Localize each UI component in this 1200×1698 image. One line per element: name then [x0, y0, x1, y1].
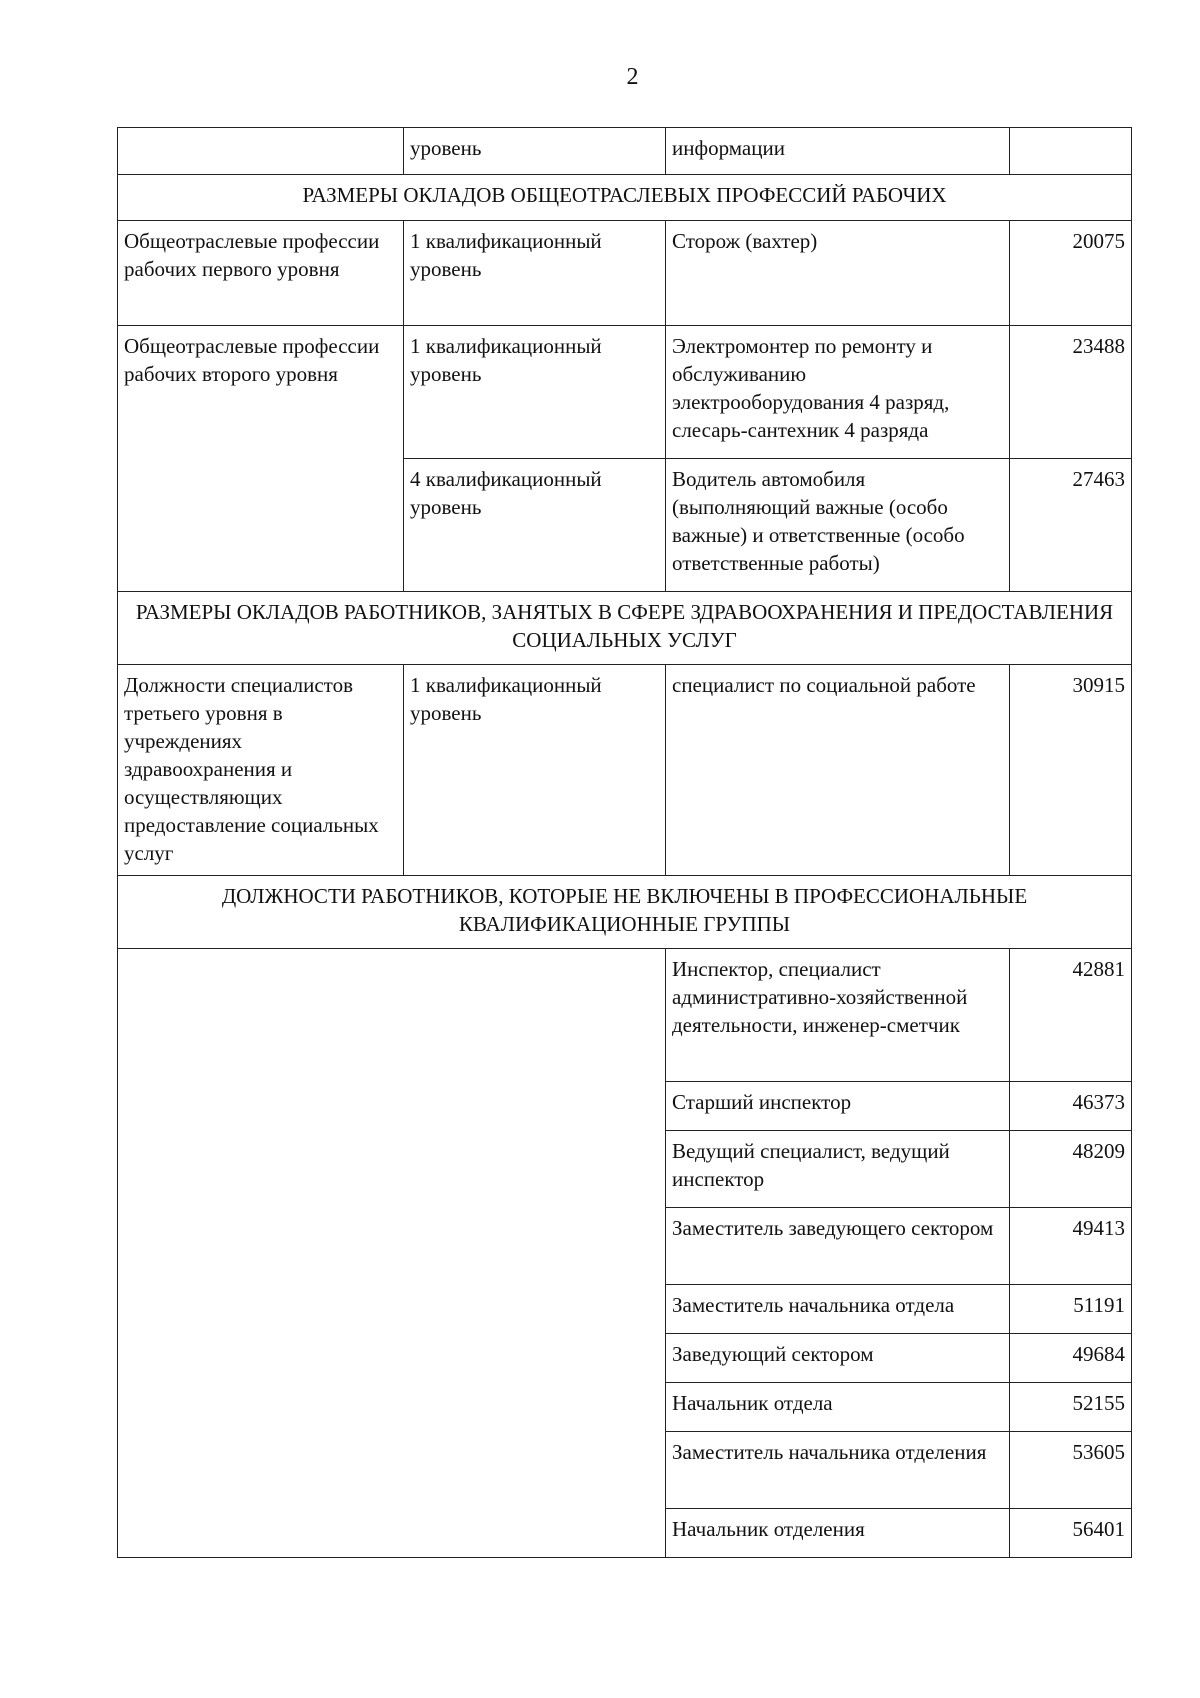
salary-cell: 46373	[1010, 1082, 1132, 1131]
salary-table	[117, 127, 1132, 1558]
position-cell: Заведующий сектором	[666, 1334, 1010, 1383]
section-header-row	[118, 876, 1132, 949]
page-number: 2	[626, 64, 639, 90]
salary-cell	[1010, 128, 1132, 175]
salary-cell: 56401	[1010, 1509, 1132, 1558]
section-title-healthcare: РАЗМЕРЫ ОКЛАДОВ РАБОТНИКОВ, ЗАНЯТЫХ В СФЕРЕ ЗДРАВООХРАНЕНИЯ И ПРЕДОСТАВЛЕНИЯ СОЦИАЛЬНЫХ УСЛУГ	[118, 592, 1132, 665]
salary-cell: 20075	[1010, 221, 1132, 326]
salary-cell: 30915	[1010, 665, 1132, 876]
level-cell: уровень	[404, 128, 666, 175]
salary-cell: 52155	[1010, 1383, 1132, 1432]
position-cell: Водитель автомобиля (выполняющий важные (особо важные) и ответственные (особо ответственные работы)	[666, 459, 1010, 592]
salary-cell: 51191	[1010, 1285, 1132, 1334]
position-cell: Заместитель начальника отделения	[666, 1432, 1010, 1509]
level-cell: 4 квалификационный уровень	[404, 459, 666, 592]
position-cell: информации	[666, 128, 1010, 175]
position-cell: Начальник отдела	[666, 1383, 1010, 1432]
salary-cell: 49684	[1010, 1334, 1132, 1383]
salary-cell: 23488	[1010, 326, 1132, 459]
level-cell: 1 квалификационный уровень	[404, 326, 666, 459]
position-cell: Электромонтер по ремонту и обслуживанию электрооборудования 4 разряд, слесарь-сантехник 4 разряда	[666, 326, 1010, 459]
salary-cell: 48209	[1010, 1131, 1132, 1208]
position-cell: Инспектор, специалист административно-хозяйственной деятельности, инженер-сметчик	[666, 949, 1010, 1082]
table-row	[118, 665, 1132, 876]
group-cell	[118, 128, 404, 175]
level-cell: 1 квалификационный уровень	[404, 665, 666, 876]
table-continuation-row	[118, 128, 1132, 175]
table-row	[118, 221, 1132, 326]
group-cell: Общеотраслевые профессии рабочих второго уровня	[118, 326, 404, 592]
table-row	[118, 326, 1132, 459]
group-cell: Общеотраслевые профессии рабочих первого уровня	[118, 221, 404, 326]
position-cell: Начальник отделения	[666, 1509, 1010, 1558]
salary-cell: 42881	[1010, 949, 1132, 1082]
section-header-row	[118, 175, 1132, 221]
salary-cell: 53605	[1010, 1432, 1132, 1509]
salary-cell: 49413	[1010, 1208, 1132, 1285]
group-cell: Должности специалистов третьего уровня в учреждениях здравоохранения и осуществляющих предоставление социальных услуг	[118, 665, 404, 876]
empty-merged-cell	[118, 949, 666, 1558]
level-cell: 1 квалификационный уровень	[404, 221, 666, 326]
position-cell: Сторож (вахтер)	[666, 221, 1010, 326]
section-header-row	[118, 592, 1132, 665]
salary-cell: 27463	[1010, 459, 1132, 592]
position-cell: Старший инспектор	[666, 1082, 1010, 1131]
position-cell: Заместитель начальника отдела	[666, 1285, 1010, 1334]
position-cell: Ведущий специалист, ведущий инспектор	[666, 1131, 1010, 1208]
table-row	[118, 949, 1132, 1082]
section-title-other: ДОЛЖНОСТИ РАБОТНИКОВ, КОТОРЫЕ НЕ ВКЛЮЧЕНЫ В ПРОФЕССИОНАЛЬНЫЕ КВАЛИФИКАЦИОННЫЕ ГРУППЫ	[118, 876, 1132, 949]
section-title-workers: РАЗМЕРЫ ОКЛАДОВ ОБЩЕОТРАСЛЕВЫХ ПРОФЕССИЙ РАБОЧИХ	[118, 175, 1132, 221]
position-cell: Заместитель заведующего сектором	[666, 1208, 1010, 1285]
position-cell: специалист по социальной работе	[666, 665, 1010, 876]
